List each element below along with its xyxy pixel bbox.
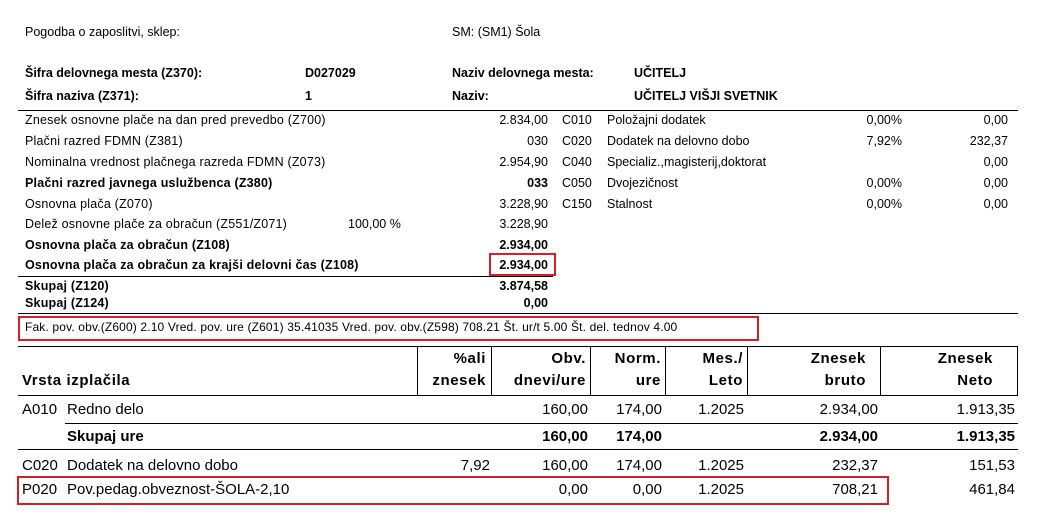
- table-row-net: 151,53: [969, 457, 1015, 474]
- salary-value: 2.954,90: [499, 155, 548, 169]
- salary-value: 2.934,00: [499, 238, 548, 252]
- table-border: [1017, 346, 1018, 396]
- allowance-code: C020: [562, 134, 592, 148]
- allowance-amount: 0,00: [983, 155, 1008, 169]
- table-row-net: 461,84: [969, 481, 1015, 498]
- col-header-pct-1: %ali: [453, 350, 486, 367]
- col-header-pct-2: znesek: [432, 372, 486, 389]
- title-value: UČITELJ VIŠJI SVETNIK: [634, 89, 778, 103]
- table-row-days: 0,00: [558, 481, 588, 498]
- col-header-gross-1: Znesek: [810, 350, 866, 367]
- table-row-code: A010: [22, 401, 58, 418]
- salary-label: Osnovna plača za obračun za krajši delovni čas (Z108): [25, 258, 359, 272]
- allowance-amount: 0,00: [983, 176, 1008, 190]
- allowance-code: C150: [562, 197, 592, 211]
- allowance-amount: 232,37: [969, 134, 1008, 148]
- col-header-days-1: Obv.: [551, 350, 586, 367]
- table-row-month: 1.2025: [698, 457, 744, 474]
- table-row-norm: 0,00: [632, 481, 662, 498]
- table-border: [18, 395, 1018, 396]
- title-code-label: Šifra naziva (Z371):: [25, 89, 139, 103]
- salary-label: Plačni razred FDMN (Z381): [25, 134, 183, 148]
- divider: [18, 449, 1018, 450]
- table-row-month: 1.2025: [698, 401, 744, 418]
- table-row-net: 1.913,35: [956, 428, 1015, 445]
- allowance-amount: 0,00: [983, 113, 1008, 127]
- table-row-pct: 7,92: [460, 457, 490, 474]
- allowance-code: C010: [562, 113, 592, 127]
- salary-label: Skupaj (Z120): [25, 279, 109, 293]
- allowance-name: Stalnost: [607, 197, 653, 211]
- salary-label: Plačni razred javnega uslužbenca (Z380): [25, 176, 273, 190]
- salary-value: 3.228,90: [499, 217, 548, 231]
- salary-value-highlighted: 2.934,00: [499, 258, 548, 272]
- salary-value: 030: [527, 134, 548, 148]
- position-name-label: Naziv delovnega mesta:: [452, 66, 594, 80]
- highlight-box: [17, 476, 889, 505]
- table-row-days: 160,00: [542, 428, 588, 445]
- divider: [18, 313, 1018, 314]
- salary-value: 3.874,58: [499, 279, 548, 293]
- divider: [65, 423, 1018, 424]
- table-border: [18, 346, 1018, 347]
- salary-label: Skupaj (Z124): [25, 296, 109, 310]
- title-code-value: 1: [305, 89, 312, 103]
- table-row-code: C020: [22, 457, 58, 474]
- allowance-pct: 0,00%: [866, 197, 902, 211]
- highlight-box: [18, 316, 759, 341]
- allowance-name: Dvojezičnost: [607, 176, 678, 190]
- allowance-code: C040: [562, 155, 592, 169]
- allowance-pct: 0,00%: [866, 113, 902, 127]
- table-row-net: 1.913,35: [956, 401, 1015, 418]
- allowance-pct: 7,92%: [866, 134, 902, 148]
- salary-label: Znesek osnovne plače na dan pred prevedbo (Z700): [25, 113, 326, 127]
- salary-label: Osnovna plača (Z070): [25, 197, 153, 211]
- contract-label: Pogodba o zaposlitvi, sklep:: [25, 25, 180, 39]
- sm-label: SM: (SM1) Šola: [452, 25, 541, 39]
- position-code-value: D027029: [305, 66, 356, 80]
- table-row-days: 160,00: [542, 401, 588, 418]
- table-row-code: P020: [22, 481, 58, 498]
- salary-label: Delež osnovne plače za obračun (Z551/Z071): [25, 217, 288, 231]
- table-row-norm: 174,00: [616, 428, 662, 445]
- col-header-gross-2: bruto: [824, 372, 866, 389]
- salary-value: 0,00: [523, 296, 548, 310]
- table-row-days: 160,00: [542, 457, 588, 474]
- col-header-month-2: Leto: [708, 372, 743, 389]
- salary-value: 2.834,00: [499, 113, 548, 127]
- allowance-amount: 0,00: [983, 197, 1008, 211]
- table-row-name: Redno delo: [67, 401, 144, 418]
- col-header-month-1: Mes./: [702, 350, 743, 367]
- salary-label: Osnovna plača za obračun (Z108): [25, 238, 230, 252]
- table-row-gross: 708,21: [832, 481, 878, 498]
- col-header-days-2: dnevi/ure: [513, 372, 586, 389]
- col-header-type: Vrsta izplačila: [22, 372, 131, 389]
- salary-label: Nominalna vrednost plačnega razreda FDMN (Z073): [25, 155, 326, 169]
- col-header-net-1: Znesek: [937, 350, 993, 367]
- factor-line: Fak. pov. obv.(Z600) 2.10 Vred. pov. ure (Z601) 35.41035 Vred. pov. obv.(Z598) 708.21 Št. ur/t 5.00 Št. del. tednov 4.00: [25, 320, 678, 334]
- table-row-month: 1.2025: [698, 481, 744, 498]
- allowance-name: Dodatek na delovno dobo: [607, 134, 750, 148]
- allowance-pct: 0,00%: [866, 176, 902, 190]
- position-name-value: UČITELJ: [634, 66, 687, 80]
- table-row-name: Pov.pedag.obveznost-ŠOLA-2,10: [67, 481, 290, 498]
- col-header-norm-2: ure: [635, 372, 661, 389]
- position-code-label: Šifra delovnega mesta (Z370):: [25, 66, 203, 80]
- table-row-name: Dodatek na delovno dobo: [67, 457, 238, 474]
- table-row-gross: 232,37: [832, 457, 878, 474]
- allowance-name: Položajni dodatek: [607, 113, 706, 127]
- highlight-box: [489, 253, 556, 276]
- divider: [18, 276, 553, 277]
- allowance-name: Specializ.,magisterij,doktorat: [607, 155, 767, 169]
- salary-value: 3.228,90: [499, 197, 548, 211]
- table-row-norm: 174,00: [616, 401, 662, 418]
- divider: [18, 110, 1018, 111]
- title-label: Naziv:: [452, 89, 489, 103]
- table-row-name: Skupaj ure: [67, 428, 144, 445]
- table-row-gross: 2.934,00: [819, 401, 878, 418]
- allowance-code: C050: [562, 176, 592, 190]
- col-header-net-2: Neto: [957, 372, 993, 389]
- table-row-gross: 2.934,00: [819, 428, 878, 445]
- table-row-norm: 174,00: [616, 457, 662, 474]
- col-header-norm-1: Norm.: [614, 350, 661, 367]
- salary-share-pct: 100,00 %: [348, 217, 401, 231]
- salary-value: 033: [527, 176, 548, 190]
